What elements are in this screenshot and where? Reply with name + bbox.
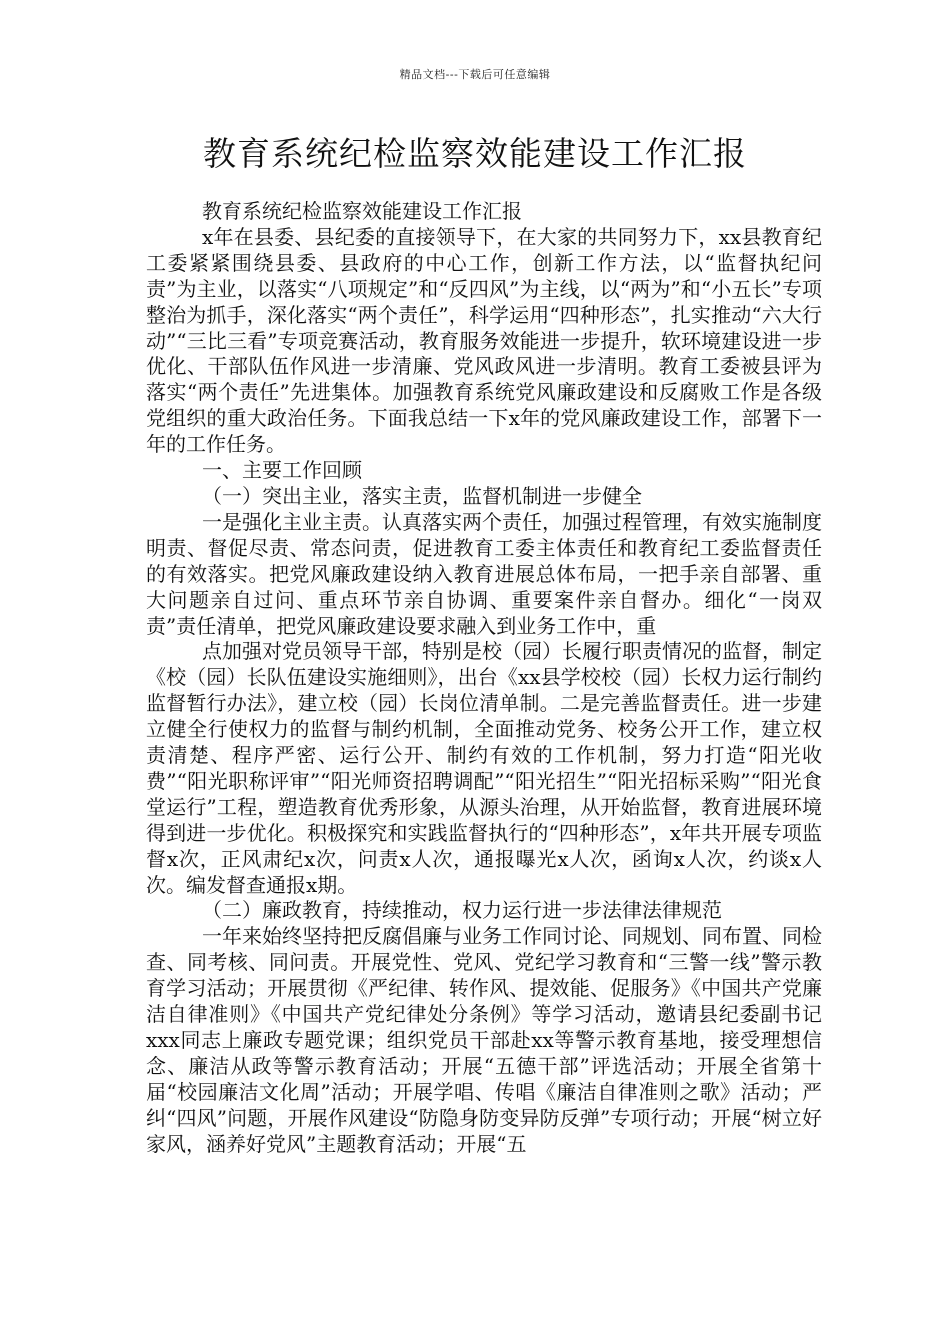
body-paragraph-supervision: 点加强对党员领导干部，特别是校（园）长履行职责情况的监督，制定《校（园）长队伍建设实施细则》，出台《xx县学校校（园）长权力运行制约监督暂行办法》，建立校（园）长岗位清单制。二是完善监督责任。进一步建立健全行使权力的监督与制约机制，全面推动党务、校务公开工作，建立权责清楚、程序严密、运行公开、制约有效的工作机制，努力打造“阳光收费”“阳光职称评审”“阳光师资招聘调配”“阳光招生”“阳光招标采购”“阳光食堂运行”工程，塑造教育优秀形象，从源头治理，从开始监督，教育进展环境得到进一步优化。积极探究和实践监督执行的“四种形态”，x年共开展专项监督x次，正风肃纪x次，问责x人次，通报曝光x人次，函询x人次，约谈x人次。编发督查通报x期。 xyxy=(146,639,822,897)
header-note: 精品文档---下载后可任意编辑 xyxy=(399,68,551,81)
body-paragraph-responsibility: 一是强化主业主责。认真落实两个责任，加强过程管理，有效实施制度明责、督促尽责、常态问责，促进教育工委主体责任和教育纪工委监督责任的有效落实。把党风廉政建设纳入教育进展总体布局，一把手亲自部署、重大问题亲自过问、重点环节亲自协调、重要案件亲自督办。细化“一岗双责”责任清单，把党风廉政建设要求融入到业务工作中，重 xyxy=(146,509,822,638)
subsection-heading-1: （一）突出主业，落实主责，监督机制进一步健全 xyxy=(202,483,642,508)
document-body xyxy=(146,199,822,1158)
body-paragraph-education: 一年来始终坚持把反腐倡廉与业务工作同讨论、同规划、同布置、同检查、同考核、同问责。开展党性、党风、党纪学习教育和“三警一线”警示教育学习活动；开展贯彻《严纪律、转作风、提效能、促服务》《中国共产党廉洁自律准则》《中国共产党纪律处分条例》等学习活动，邀请县纪委副书记xxx同志上廉政专题党课；组织党员干部赴xx等警示教育基地，接受理想信念、廉洁从政等警示教育活动；开展“五德干部”评选活动；开展全省第十届“校园廉洁文化周”活动；开展学唱、传唱《廉洁自律准则之歌》活动；严纠“四风”问题，开展作风建设“防隐身防变异防反弹”专项行动；开展“树立好家风，涵养好党风”主题教育活动；开展“五 xyxy=(146,924,822,1156)
subsection-heading-2: （二）廉政教育，持续推动，权力运行进一步法律法律规范 xyxy=(202,898,722,923)
document-title: 教育系统纪检监察效能建设工作汇报 xyxy=(203,134,747,173)
body-paragraph-intro: x年在县委、县纪委的直接领导下，在大家的共同努力下，xx县教育纪工委紧紧围绕县委、县政府的中心工作，创新工作方法，以“监督执纪问责”为主业，以落实“八项规定”和“反四风”为主线，以“两为”和“小五长”专项整治为抓手，深化落实“两个责任”，科学运用“四种形态”，扎实推动“六大行动”“三比三看”专项竞赛活动，教育服务效能进一步提升，软环境建设进一步优化、干部队伍作风进一步清廉、党风政风进一步清明。教育工委被县评为落实“两个责任”先进集体。加强教育系统党风廉政建设和反腐败工作是各级党组织的重大政治任务。下面我总结一下x年的党风廉政建设工作，部署下一年的工作任务。 xyxy=(146,224,822,457)
body-paragraph-subtitle: 教育系统纪检监察效能建设工作汇报 xyxy=(202,199,522,223)
section-heading-review: 一、主要工作回顾 xyxy=(202,458,362,483)
